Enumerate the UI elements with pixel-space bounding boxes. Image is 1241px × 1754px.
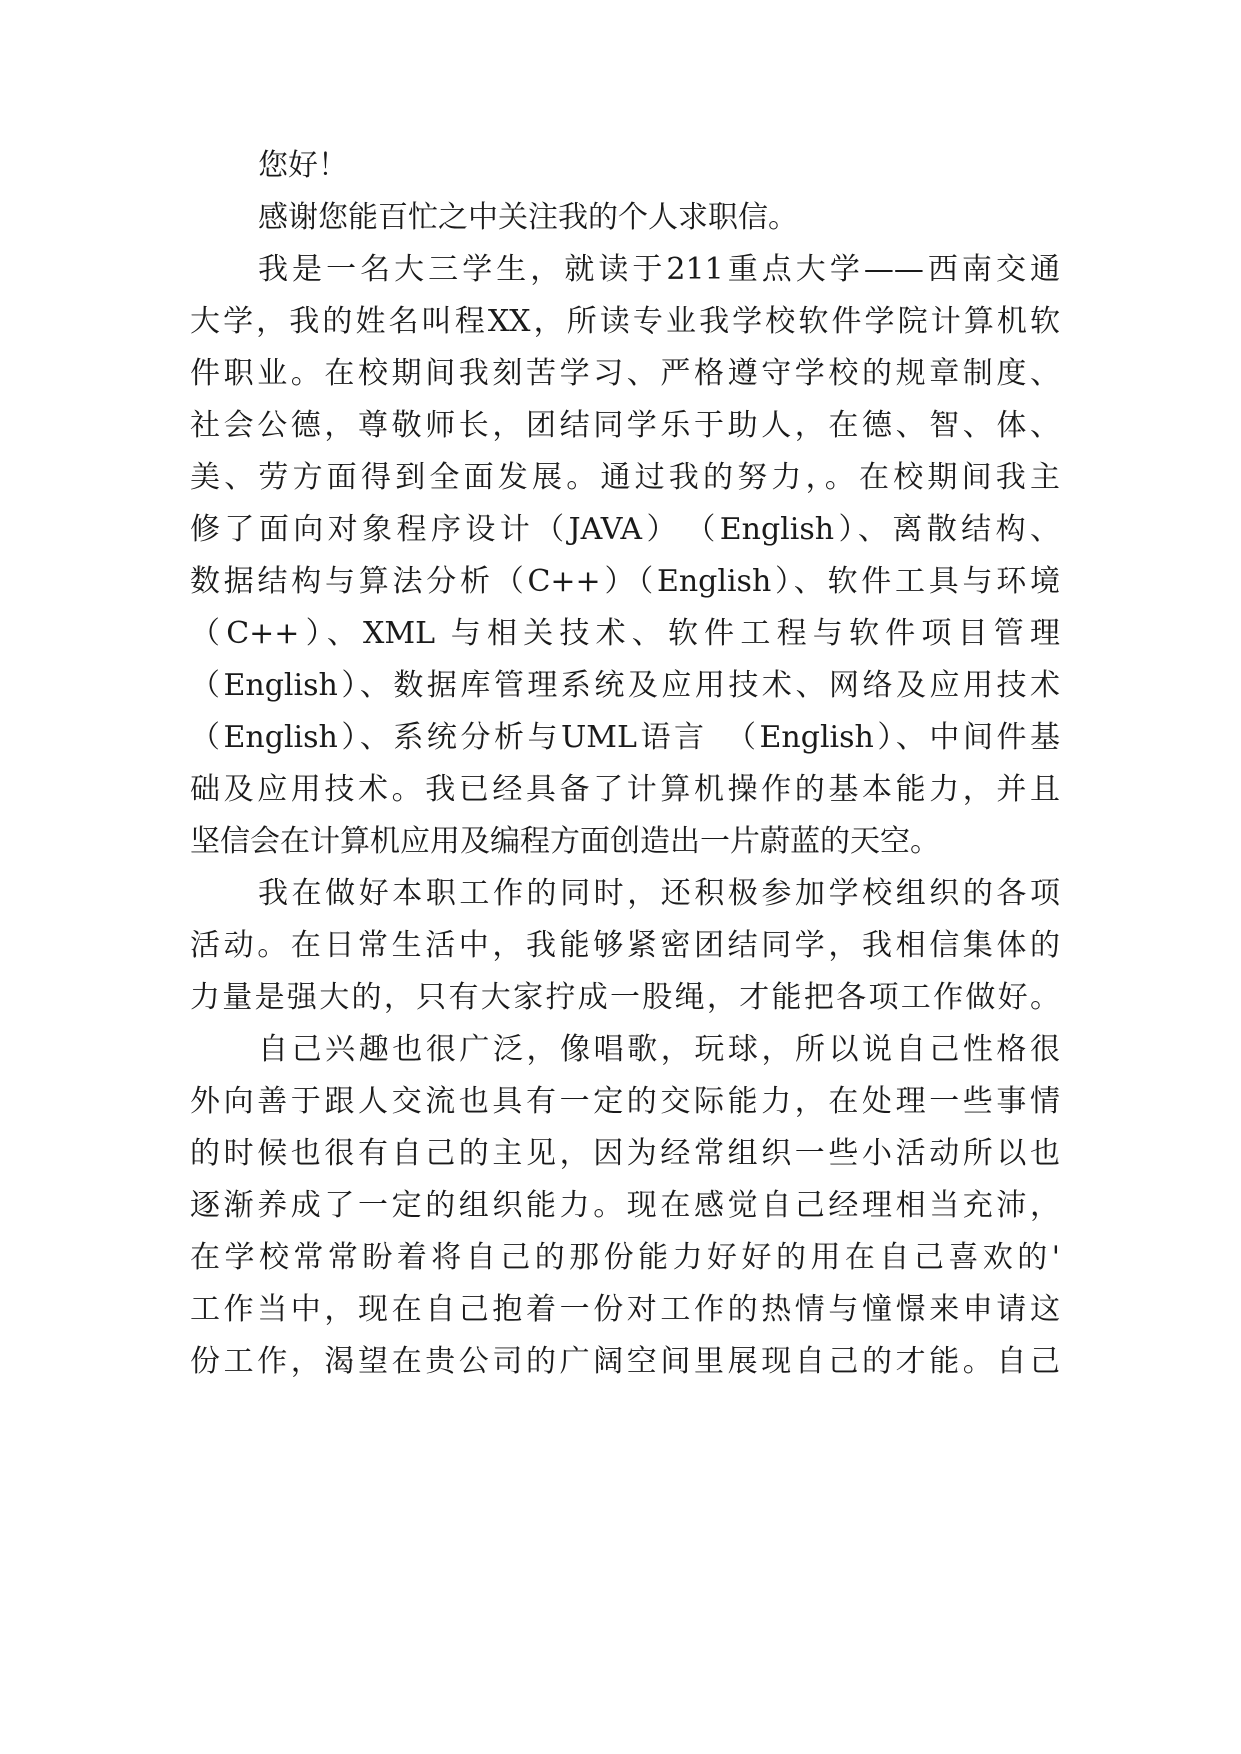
text-line: 力量是强大的，只有大家拧成一股绳，才能把各项工作做好。 [190, 980, 1060, 1015]
text-line: 在学校常常盼着将自己的那份能力好好的用在自己喜欢的' [190, 1240, 1060, 1275]
text-line: 件职业。在校期间我刻苦学习、严格遵守学校的规章制度、 [190, 356, 1060, 391]
text-line: 自己兴趣也很广泛，像唱歌，玩球，所以说自己性格很 [258, 1032, 1060, 1067]
text-line: 感谢您能百忙之中关注我的个人求职信。 [258, 200, 798, 235]
text-line: 的时候也很有自己的主见，因为经常组织一些小活动所以也 [190, 1136, 1060, 1171]
text-line: （English）、数据库管理系统及应用技术、网络及应用技术 [190, 668, 1060, 703]
text-line: 活动。在日常生活中，我能够紧密团结同学，我相信集体的 [190, 928, 1060, 963]
text-line: 础及应用技术。我已经具备了计算机操作的基本能力，并且 [190, 772, 1060, 807]
text-line: 我在做好本职工作的同时，还积极参加学校组织的各项 [258, 876, 1060, 911]
text-line: 外向善于跟人交流也具有一定的交际能力，在处理一些事情 [190, 1084, 1060, 1119]
text-line: 修了面向对象程序设计（JAVA） （English）、离散结构、 [190, 512, 1060, 547]
text-line: 社会公德，尊敬师长，团结同学乐于助人，在德、智、体、 [190, 408, 1060, 443]
text-line: （English）、系统分析与UML语言 （English）、中间件基 [190, 720, 1060, 755]
text-line: （C++）、XML 与相关技术、软件工程与软件项目管理 [190, 616, 1060, 651]
text-line: 工作当中，现在自己抱着一份对工作的热情与憧憬来申请这 [190, 1292, 1060, 1327]
text-line: 美、劳方面得到全面发展。通过我的努力，。在校期间我主 [190, 460, 1060, 495]
text-line: 数据结构与算法分析（C++）（English）、软件工具与环境 [190, 564, 1060, 599]
text-line: 您好！ [258, 148, 348, 183]
text-line: 份工作，渴望在贵公司的广阔空间里展现自己的才能。自己 [190, 1344, 1060, 1379]
text-line: 我是一名大三学生，就读于211重点大学——西南交通 [258, 252, 1060, 287]
text-line: 大学，我的姓名叫程XX，所读专业我学校软件学院计算机软 [190, 304, 1060, 339]
text-line: 逐渐养成了一定的组织能力。现在感觉自己经理相当充沛， [190, 1188, 1060, 1223]
text-line: 坚信会在计算机应用及编程方面创造出一片蔚蓝的天空。 [190, 824, 940, 859]
